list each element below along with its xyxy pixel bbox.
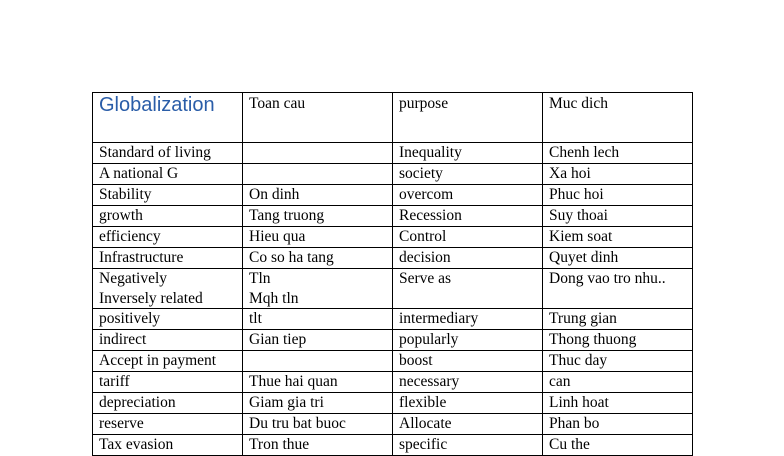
table-cell: growth bbox=[93, 206, 243, 227]
table-cell: Negatively Inversely related bbox=[93, 269, 243, 309]
table-cell: can bbox=[543, 372, 693, 393]
table-row bbox=[93, 227, 693, 248]
vocabulary-table bbox=[92, 92, 693, 456]
table-cell: Serve as bbox=[393, 269, 543, 309]
table-cell: Co so ha tang bbox=[243, 248, 393, 269]
table-header-cell: Toan cau bbox=[243, 93, 393, 143]
table-cell: society bbox=[393, 164, 543, 185]
table-cell: boost bbox=[393, 351, 543, 372]
table-cell: Standard of living bbox=[93, 143, 243, 164]
table-cell: Gian tiep bbox=[243, 330, 393, 351]
table-cell: Thuc day bbox=[543, 351, 693, 372]
table-cell: Infrastructure bbox=[93, 248, 243, 269]
table-cell: indirect bbox=[93, 330, 243, 351]
vocabulary-table-body bbox=[93, 93, 693, 456]
table-header-cell: purpose bbox=[393, 93, 543, 143]
table-cell: Hieu qua bbox=[243, 227, 393, 248]
table-cell: depreciation bbox=[93, 393, 243, 414]
table-row bbox=[93, 351, 693, 372]
table-cell: Thue hai quan bbox=[243, 372, 393, 393]
table-row bbox=[93, 143, 693, 164]
table-cell: decision bbox=[393, 248, 543, 269]
table-cell: Phan bo bbox=[543, 414, 693, 435]
table-cell: flexible bbox=[393, 393, 543, 414]
table-row bbox=[93, 393, 693, 414]
table-row bbox=[93, 309, 693, 330]
table-row bbox=[93, 185, 693, 206]
table-cell: Quyet dinh bbox=[543, 248, 693, 269]
table-cell: positively bbox=[93, 309, 243, 330]
table-cell: efficiency bbox=[93, 227, 243, 248]
table-cell: Allocate bbox=[393, 414, 543, 435]
table-cell: reserve bbox=[93, 414, 243, 435]
table-cell: Cu the bbox=[543, 435, 693, 456]
table-cell: Kiem soat bbox=[543, 227, 693, 248]
table-cell: Tang truong bbox=[243, 206, 393, 227]
table-row bbox=[93, 330, 693, 351]
table-cell: Xa hoi bbox=[543, 164, 693, 185]
table-row bbox=[93, 164, 693, 185]
table-row bbox=[93, 206, 693, 227]
table-cell: Linh hoat bbox=[543, 393, 693, 414]
table-cell: Suy thoai bbox=[543, 206, 693, 227]
table-cell: Control bbox=[393, 227, 543, 248]
table-cell: overcom bbox=[393, 185, 543, 206]
table-cell: On dinh bbox=[243, 185, 393, 206]
table-cell: Inequality bbox=[393, 143, 543, 164]
table-row bbox=[93, 269, 693, 309]
table-header-row bbox=[93, 93, 693, 143]
table-title-cell: Globalization bbox=[93, 93, 243, 143]
table-cell: Chenh lech bbox=[543, 143, 693, 164]
table-cell: Tln Mqh tln bbox=[243, 269, 393, 309]
table-cell: Stability bbox=[93, 185, 243, 206]
table-cell: tlt bbox=[243, 309, 393, 330]
table-cell: tariff bbox=[93, 372, 243, 393]
table-row bbox=[93, 248, 693, 269]
table-cell bbox=[243, 351, 393, 372]
table-cell: Phuc hoi bbox=[543, 185, 693, 206]
table-cell bbox=[243, 143, 393, 164]
table-cell: intermediary bbox=[393, 309, 543, 330]
table-row bbox=[93, 435, 693, 456]
table-cell: Accept in payment bbox=[93, 351, 243, 372]
table-row bbox=[93, 414, 693, 435]
table-cell: Recession bbox=[393, 206, 543, 227]
table-cell: necessary bbox=[393, 372, 543, 393]
table-cell: Giam gia tri bbox=[243, 393, 393, 414]
table-row bbox=[93, 372, 693, 393]
table-cell: Tax evasion bbox=[93, 435, 243, 456]
table-cell: Tron thue bbox=[243, 435, 393, 456]
table-cell: specific bbox=[393, 435, 543, 456]
table-cell: popularly bbox=[393, 330, 543, 351]
table-cell bbox=[243, 164, 393, 185]
table-cell: Thong thuong bbox=[543, 330, 693, 351]
table-cell: Dong vao tro nhu.. bbox=[543, 269, 693, 309]
table-cell: Du tru bat buoc bbox=[243, 414, 393, 435]
table-header-cell: Muc dich bbox=[543, 93, 693, 143]
table-cell: A national G bbox=[93, 164, 243, 185]
table-cell: Trung gian bbox=[543, 309, 693, 330]
